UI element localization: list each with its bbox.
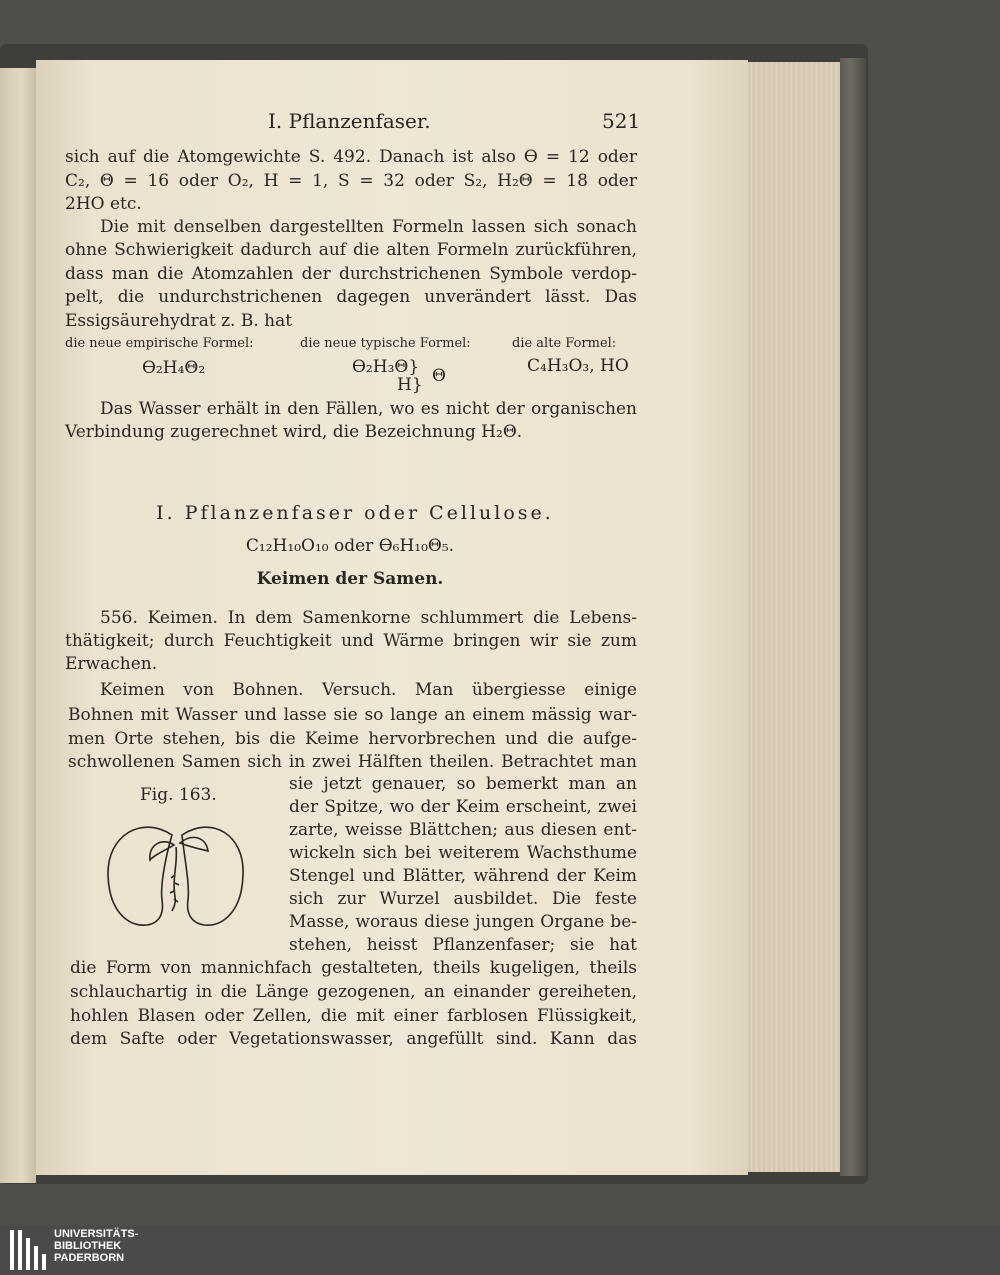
text-line: Keimen von Bohnen. Versuch. Man übergiesse einige: [100, 680, 637, 700]
bean-germination-figure: [102, 815, 250, 930]
section-heading: I. Pflanzenfaser oder Cellulose.: [156, 502, 554, 524]
formula-label-empirical: die neue empirische Formel:: [65, 336, 254, 351]
text-line: sich auf die Atomgewichte S. 492. Danach ist also Ɵ = 12 oder: [65, 147, 637, 167]
page-number: 521: [602, 109, 641, 133]
formula-label-typical: die neue typische Formel:: [300, 336, 471, 351]
page-edges: [748, 62, 840, 1172]
text-line: Die mit denselben dargestellten Formeln lassen sich sonach: [100, 217, 637, 237]
logo-line: UNIVERSITÄTS-: [54, 1228, 139, 1240]
library-logo-icon: [6, 1228, 50, 1272]
text-line: men Orte stehen, bis die Keime hervorbrechen und die aufge-: [68, 729, 637, 749]
text-line: wickeln sich bei weiterem Wachsthume: [289, 843, 637, 863]
text-line: thätigkeit; durch Feuchtigkeit und Wärme bringen wir sie zum: [65, 631, 637, 651]
text-line: dass man die Atomzahlen der durchstrichenen Symbole verdop-: [65, 264, 637, 284]
formula-typical-oxygen: Θ: [432, 366, 446, 386]
text-line: 556. Keimen. In dem Samenkorne schlummert die Lebens-: [100, 608, 637, 628]
figure-label: Fig. 163.: [140, 785, 217, 805]
text-line: Bohnen mit Wasser und lasse sie so lange an einem mässig war-: [68, 705, 637, 725]
library-logo-text: [54, 1228, 138, 1264]
text-line: schwollenen Samen sich in zwei Hälften theilen. Betrachtet man: [68, 752, 637, 772]
text-line: sich zur Wurzel ausbildet. Die feste: [289, 889, 637, 909]
text-line: Stengel und Blätter, während der Keim: [289, 866, 637, 886]
text-line: ohne Schwierigkeit dadurch auf die alten Formeln zurückführen,: [65, 240, 637, 260]
text-line: stehen, heisst Pflanzenfaser; sie hat: [289, 935, 637, 955]
formula-old: C₄H₃O₃, HO: [527, 356, 629, 376]
text-line: Verbindung zugerechnet wird, die Bezeichnung H₂Θ.: [65, 422, 523, 442]
formula-empirical: Ɵ₂H₄Θ₂: [142, 358, 206, 378]
text-line: Das Wasser erhält in den Fällen, wo es nicht der organischen: [100, 399, 637, 419]
text-line: pelt, die undurchstrichenen dagegen unverändert lässt. Das: [65, 287, 637, 307]
formula-typical-top: Ɵ₂H₃Θ}: [352, 357, 420, 377]
book-spine: [840, 58, 866, 1176]
formula-label-old: die alte Formel:: [512, 336, 617, 351]
text-line: C₂, Θ = 16 oder O₂, H = 1, S = 32 oder S₂, H₂Θ = 18 oder: [65, 171, 637, 191]
text-line: 2HO etc.: [65, 194, 142, 214]
text-line: Erwachen.: [65, 654, 158, 674]
logo-line: BIBLIOTHEK: [54, 1240, 122, 1252]
text-line: der Spitze, wo der Keim erscheint, zwei: [289, 797, 637, 817]
section-formula: C₁₂H₁₀O₁₀ oder Ɵ₆H₁₀Θ₅.: [245, 536, 455, 556]
running-header-title: I. Pflanzenfaser.: [268, 109, 431, 133]
text-line: schlauchartig in die Länge gezogenen, an einander gereiheten,: [70, 982, 637, 1002]
formula-typical-bottom: H}: [397, 375, 423, 395]
text-line: Masse, woraus diese jungen Organe be-: [289, 912, 637, 932]
subsection-heading: Keimen der Samen.: [256, 569, 444, 589]
footer-bar: [0, 1225, 1000, 1275]
text-line: Essigsäurehydrat z. B. hat: [65, 311, 293, 331]
text-line: dem Safte oder Vegetationswasser, angefüllt sind. Kann das: [70, 1029, 637, 1049]
text-line: hohlen Blasen oder Zellen, die mit einer farblosen Flüssigkeit,: [70, 1006, 637, 1026]
logo-line: PADERBORN: [54, 1252, 125, 1264]
text-line: die Form von mannichfach gestalteten, theils kugeligen, theils: [70, 958, 637, 978]
text-line: zarte, weisse Blättchen; aus diesen ent-: [289, 820, 637, 840]
text-line: sie jetzt genauer, so bemerkt man an: [289, 774, 637, 794]
left-page-edge: [0, 68, 36, 1183]
